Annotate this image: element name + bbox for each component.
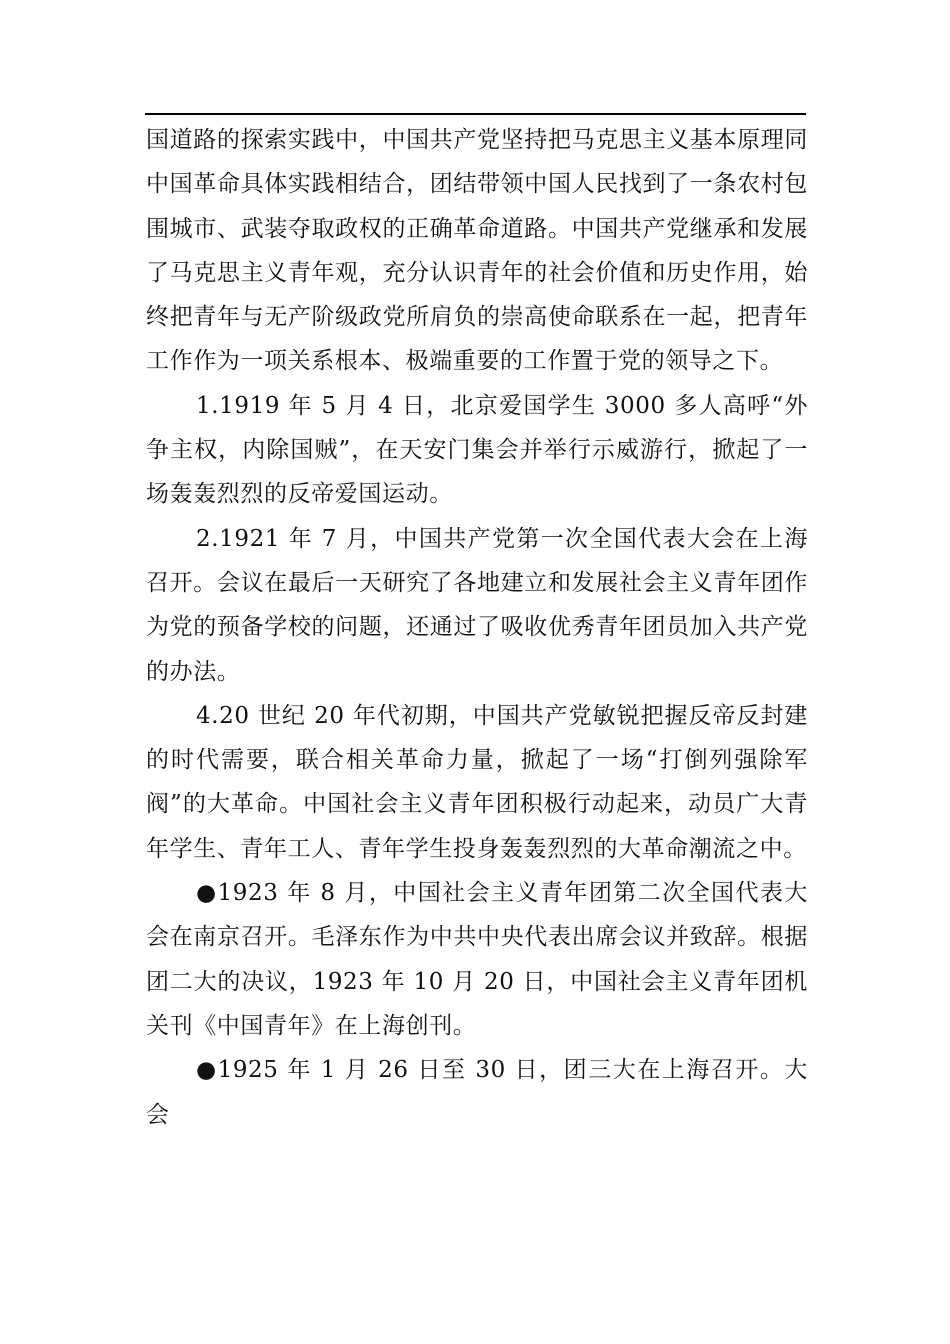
paragraph-third-league-congress: ●1925 年 1 月 26 日至 30 日，团三大在上海召开。大会: [146, 1057, 808, 1128]
paragraph-second-league-congress: ●1923 年 8 月，中国社会主义青年团第二次全国代表大会在南京召开。毛泽东作为中共中央代表出席会议并致辞。根据团二大的决议，1923 年 10 月 20 日，中国社会主义青年团机关刊《中国青年》在上海创刊。: [146, 880, 808, 1039]
header-rule: [145, 113, 806, 115]
paragraph-continuation: 国道路的探索实践中，中国共产党坚持把马克思主义基本原理同中国革命具体实践相结合，团结带领中国人民找到了一条农村包围城市、武装夺取政权的正确革命道路。中国共产党继承和发展了马克思主义青年观，充分认识青年的社会价值和历史作用，始终把青年与无产阶级政党所肩负的崇高使命联系在一起，把青年工作作为一项关系根本、极端重要的工作置于党的领导之下。: [146, 127, 808, 375]
paragraph-first-congress: 2.1921 年 7 月，中国共产党第一次全国代表大会在上海召开。会议在最后一天研究了各地建立和发展社会主义青年团作为党的预备学校的问题，还通过了吸收优秀青年团员加入共产党的办法。: [146, 525, 808, 685]
document-body: [146, 118, 808, 1137]
paragraph-may-fourth: 1.1919 年 5 月 4 日，北京爱国学生 3000 多人高呼“外争主权，内除国贼”，在天安门集会并举行示威游行，掀起了一场轰轰烈烈的反帝爱国运动。: [146, 392, 808, 508]
paragraph-great-revolution: 4.20 世纪 20 年代初期，中国共产党敏锐把握反帝反封建的时代需要，联合相关革命力量，掀起了一场“打倒列强除军阀”的大革命。中国社会主义青年团积极行动起来，动员广大青年学生、青年工人、青年学生投身轰轰烈烈的大革命潮流之中。: [146, 702, 808, 862]
